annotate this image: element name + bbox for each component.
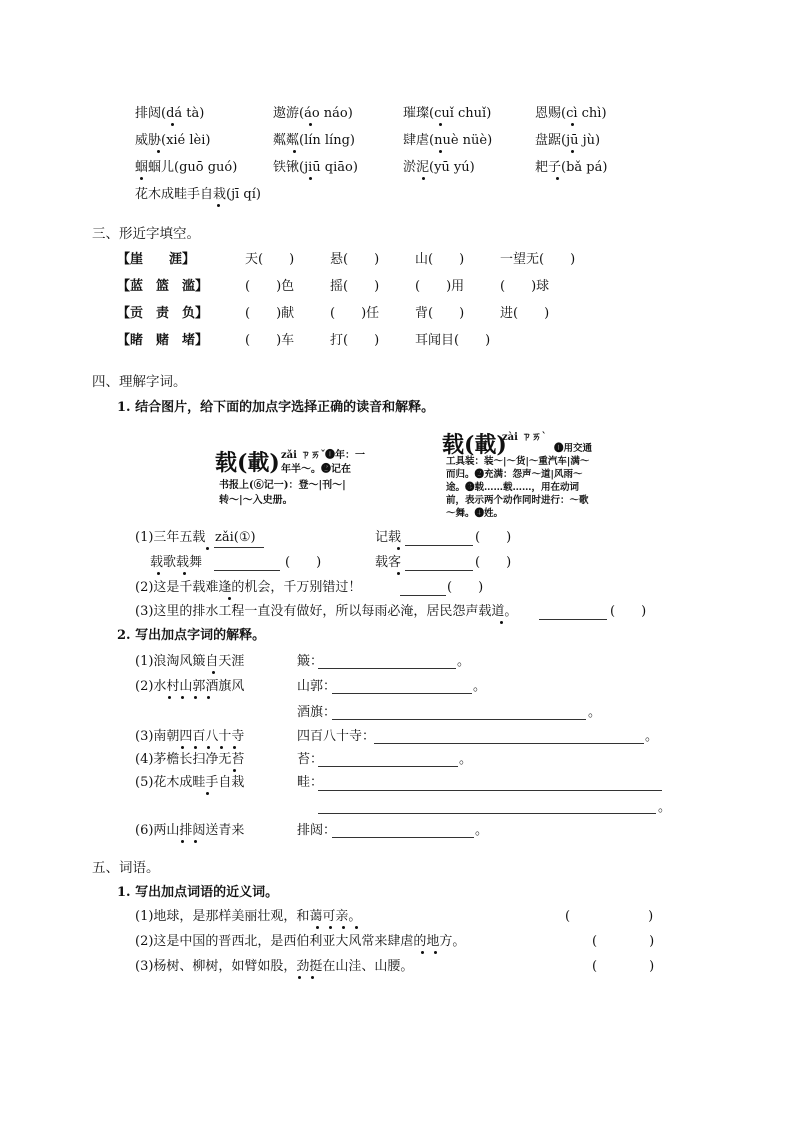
period: 。: [475, 823, 489, 838]
emphasis-dot: [556, 177, 559, 180]
q-item: (1)三年五载: [135, 530, 206, 545]
emphasis-dot: [228, 597, 231, 600]
emphasis-dot: [220, 746, 223, 749]
dict-text: 书报上(⑥记一)：登～|刊～|: [219, 480, 346, 491]
emphasis-dot: [355, 926, 358, 929]
answer-line[interactable]: [318, 668, 456, 669]
dict-text: 转～|～入史册。: [219, 495, 293, 506]
char-group: 【睹 赌 堵】: [117, 333, 209, 348]
emphasis-dot: [500, 621, 503, 624]
fill-item: 山( ): [415, 252, 465, 267]
pinyin-item: 璀璨(cuǐ chuǐ): [403, 106, 492, 121]
sentence-item: (2)这是中国的晋西北，是西伯利亚大风常来肆虐的地方。: [135, 934, 466, 949]
poem-line: (5)花木成畦手自栽: [135, 775, 245, 790]
emphasis-dot: [293, 150, 296, 153]
emphasis-dot: [171, 123, 174, 126]
emphasis-dot: [168, 696, 171, 699]
char-group: 【崖 涯】: [117, 252, 196, 267]
emphasis-dot: [397, 547, 400, 550]
section-title: 四、理解字词。: [92, 374, 187, 390]
fill-item: ( )献: [245, 306, 295, 321]
dict-pinyin: zài ㄗㄞˋ: [502, 432, 547, 443]
char-group: 【贡 责 负】: [117, 306, 209, 321]
answer-text: zǎi(①): [215, 530, 256, 545]
period: 。: [645, 729, 659, 744]
pinyin-item: 耙子(bǎ pá): [535, 160, 608, 175]
period: 。: [588, 705, 602, 720]
emphasis-dot: [397, 572, 400, 575]
word-label: 排闼：: [297, 823, 337, 838]
emphasis-dot: [194, 696, 197, 699]
dictionary-entry-left: [215, 446, 375, 506]
emphasis-dot: [181, 840, 184, 843]
fill-item: ( )任: [330, 306, 380, 321]
dict-text: ❶用交通工具装：装～|～货|～重汽车|满～而归。❷充满：怨声～道|风雨～途。❸载……载……，用在动词前，表示两个动作同时进行：～歌～舞。❹姓。: [446, 443, 593, 519]
emphasis-dot: [217, 204, 220, 207]
emphasis-dot: [434, 951, 437, 954]
dict-text: 年半～。❷记在: [281, 464, 351, 475]
poem-line: (6)两山排闼送青来: [135, 823, 245, 838]
emphasis-dot: [140, 177, 143, 180]
word-label: 簸：: [297, 654, 324, 669]
answer-line[interactable]: [318, 813, 656, 814]
paren: ( ): [592, 934, 655, 949]
emphasis-dot: [233, 746, 236, 749]
dict-pinyin: zǎi ㄗㄞˇ: [281, 450, 326, 461]
emphasis-dot: [181, 696, 184, 699]
fill-item: 一望无( ): [500, 252, 576, 267]
fill-item: 进( ): [500, 306, 550, 321]
answer-line[interactable]: [318, 766, 458, 767]
poem-line: (4)茅檐长扫净无苔: [135, 752, 245, 767]
word-label: 四百八十寺：: [297, 729, 376, 744]
poem-line: (3)南朝四百八十寺: [135, 729, 245, 744]
period: 。: [459, 752, 473, 767]
paren: ( ): [610, 604, 647, 619]
paren: ( ): [475, 555, 512, 570]
pinyin-item: 排闼(dá tà): [135, 106, 205, 121]
pinyin-item: 淤泥(yū yú): [403, 160, 475, 175]
period: 。: [473, 679, 487, 694]
emphasis-dot: [309, 177, 312, 180]
emphasis-dot: [194, 746, 197, 749]
word-label: 酒旗：: [297, 705, 337, 720]
paren: ( ): [285, 555, 322, 570]
period: 。: [658, 800, 672, 815]
answer-line[interactable]: [332, 719, 586, 720]
emphasis-dot: [439, 123, 442, 126]
q-item: 载客: [375, 555, 402, 570]
answer-line[interactable]: [405, 545, 473, 546]
char-group: 【蓝 篮 滥】: [117, 279, 209, 294]
emphasis-dot: [207, 696, 210, 699]
pinyin-item: 恩赐(cì chì): [535, 106, 607, 121]
emphasis-dot: [439, 150, 442, 153]
fill-item: 悬( ): [330, 252, 380, 267]
answer-line[interactable]: [332, 693, 472, 694]
emphasis-dot: [316, 926, 319, 929]
answer-line[interactable]: [374, 743, 644, 744]
poem-line: (2)水村山郭酒旗风: [135, 679, 245, 694]
answer-line[interactable]: [539, 619, 607, 620]
answer-line[interactable]: [214, 547, 264, 548]
fill-item: ( )用: [415, 279, 465, 294]
pinyin-item: 花木成畦手自栽(jī qí): [135, 187, 261, 202]
emphasis-dot: [207, 746, 210, 749]
dict-headword: 载(載): [215, 450, 280, 476]
emphasis-dot: [421, 951, 424, 954]
sentence-item: (3)杨树、柳树，如臂如股，劲挺在山洼、山腰。: [135, 959, 414, 974]
word-label: 苔：: [297, 752, 324, 767]
q-item: 记载: [375, 530, 402, 545]
period: 。: [457, 654, 471, 669]
emphasis-dot: [157, 150, 160, 153]
pinyin-item: 蝈蝈儿(guō guó): [135, 160, 238, 175]
pinyin-item: 盘踞(jū jù): [535, 133, 601, 148]
answer-line[interactable]: [400, 595, 446, 596]
answer-line[interactable]: [332, 837, 474, 838]
pinyin-item: 铁锹(jiū qiāo): [273, 160, 358, 175]
paren: ( ): [565, 909, 654, 924]
q-item: 载歌载舞: [150, 555, 203, 570]
emphasis-dot: [206, 547, 209, 550]
emphasis-dot: [342, 926, 345, 929]
paren: ( ): [475, 530, 512, 545]
emphasis-dot: [212, 671, 215, 674]
fill-item: 打( ): [330, 333, 380, 348]
answer-line[interactable]: [318, 790, 662, 791]
fill-item: ( )车: [245, 333, 295, 348]
fill-item: 耳闻目( ): [415, 333, 491, 348]
emphasis-dot: [194, 840, 197, 843]
section-title: 三、形近字填空。: [92, 226, 200, 242]
pinyin-item: 肆虐(nuè nüè): [403, 133, 493, 148]
section-title: 五、词语。: [92, 860, 160, 876]
word-label: 畦：: [297, 775, 324, 790]
pinyin-item: 遨游(áo náo): [273, 106, 353, 121]
question-label: 1. 写出加点词语的近义词。: [117, 885, 279, 900]
fill-item: 天( ): [245, 252, 295, 267]
paren: ( ): [592, 959, 655, 974]
dict-headword: 载(載): [442, 432, 507, 458]
emphasis-dot: [298, 976, 301, 979]
answer-line[interactable]: [214, 570, 280, 571]
emphasis-dot: [571, 123, 574, 126]
pinyin-item: 威胁(xié lèi): [135, 133, 211, 148]
emphasis-dot: [181, 746, 184, 749]
emphasis-dot: [329, 926, 332, 929]
emphasis-dot: [157, 572, 160, 575]
fill-item: ( )色: [245, 279, 295, 294]
emphasis-dot: [571, 150, 574, 153]
question-label: 1. 结合图片，给下面的加点字选择正确的读音和解释。: [117, 400, 435, 415]
paren: ( ): [447, 580, 484, 595]
poem-line: (1)浪淘风簸自天涯: [135, 654, 245, 669]
dict-text: ❶年：一: [325, 450, 365, 461]
question-label: 2. 写出加点字词的解释。: [117, 628, 266, 643]
emphasis-dot: [422, 177, 425, 180]
q-item: (2)这是千载难逢的机会，千万别错过！: [135, 580, 362, 595]
fill-item: 摇( ): [330, 279, 380, 294]
dictionary-entry-right: [442, 428, 602, 528]
emphasis-dot: [206, 792, 209, 795]
pinyin-item: 粼粼(lín líng): [273, 133, 355, 148]
answer-line[interactable]: [405, 570, 473, 571]
emphasis-dot: [309, 123, 312, 126]
fill-item: 背( ): [415, 306, 465, 321]
emphasis-dot: [233, 769, 236, 772]
q-item: (3)这里的排水工程一直没有做好，所以每雨必淹，居民怨声载道。: [135, 604, 518, 619]
emphasis-dot: [311, 976, 314, 979]
fill-item: ( )球: [500, 279, 550, 294]
emphasis-dot: [183, 572, 186, 575]
word-label: 山郭：: [297, 679, 337, 694]
sentence-item: (1)地球，是那样美丽壮观，和蔼可亲。: [135, 909, 362, 924]
